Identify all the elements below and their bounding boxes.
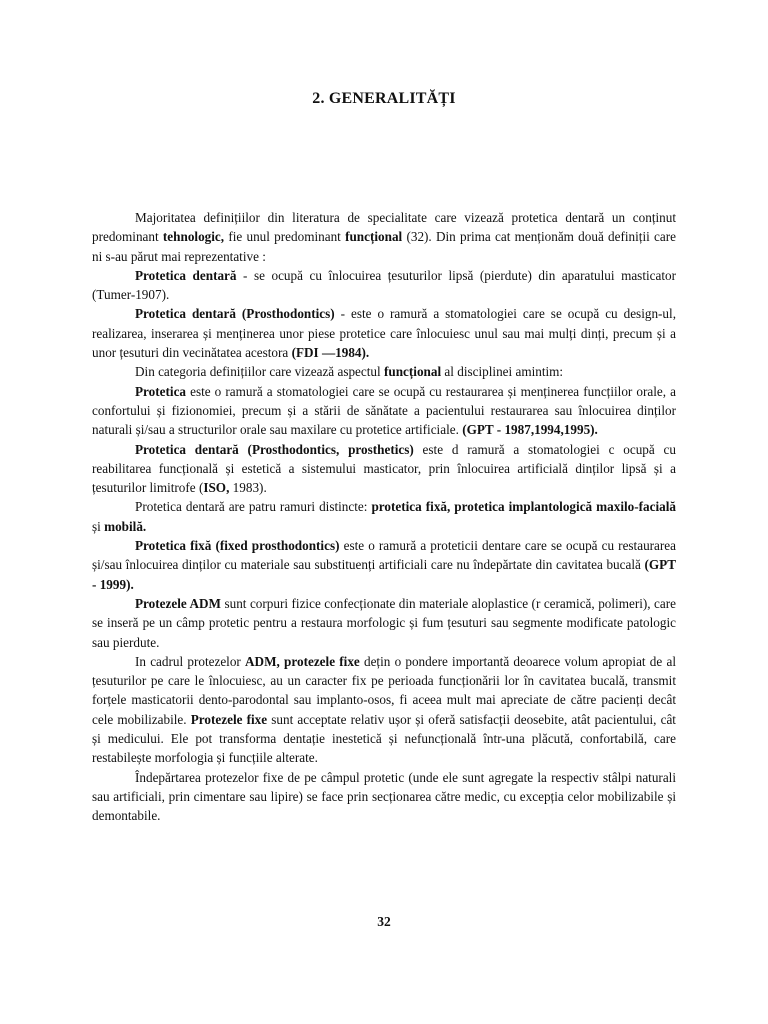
text-run: In cadrul protezelor — [135, 653, 246, 669]
paragraph — [92, 768, 676, 826]
bold-text-run: mobilă. — [104, 518, 147, 534]
paragraph — [92, 594, 676, 652]
paragraph — [92, 497, 676, 536]
bold-text-run: protetica fixă, protetica implantologică maxilo-facială — [371, 499, 676, 515]
bold-text-run: funcțional — [345, 229, 403, 245]
paragraph — [92, 362, 676, 381]
bold-text-run: (GPT - 1999). — [92, 557, 676, 592]
text-run: - se ocupă cu înlocuirea țesuturilor lipsă (pierdute) din aparatului masticator (Tumer-1907). — [92, 267, 676, 303]
text-run: Îndepărtarea protezelor fixe de pe câmpul protetic (unde ele sunt agregate la respectiv stâlpi naturali sau artificiali, prin cimentare sau lipire) se face prin secționarea către medic, cu excepția celor mobilizabile și demontabile. — [92, 769, 676, 824]
bold-text-run: Protetica dentară (Prosthodontics) — [135, 306, 335, 322]
text-run: dețin o pondere importantă deoarece volum apropiat de al țesuturilor pe care le înlocuiesc, au un caracter fix pe perioada funcționării lor în cavitatea bucală, transmit forțele masticatorii dento-parodontal sau implanto-osos, fi aceea mult mai apreciate de către pacienți decât cele mobilizabile. — [92, 653, 676, 727]
paragraph — [92, 382, 676, 440]
text-run: - este o ramură a stomatologiei care se ocupă cu design-ul, realizarea, inserarea și menținerea unor piese protetice care înlocuiesc unul sau mai mulți dinți, precum și a unor țesuturi din vecinătatea acestora — [92, 306, 676, 361]
text-run: 1983). — [229, 480, 267, 496]
text-run: fie unul predominant — [224, 229, 346, 245]
text-run: al disciplinei amintim: — [441, 364, 564, 380]
text-run: (32). Din prima cat menționăm două definiții care ni s-au părut mai reprezentative : — [92, 229, 676, 264]
paragraph — [92, 266, 676, 305]
text-run: Din categoria definițiilor care vizează aspectul — [135, 364, 384, 380]
text-run: Majoritatea definițiilor din literatura de specialitate care vizează protetica dentară un conținut predominant — [92, 210, 676, 245]
body-text — [92, 208, 676, 826]
text-run: este d ramură a stomatologiei c ocupă cu reabilitarea funcțională și estetică a sistemului masticator, prin înlocuirea artificială dinților lipsă și a țesuturilor limitrofe ( — [92, 441, 676, 496]
bold-text-run: tehnologic, — [162, 229, 225, 245]
bold-text-run: funcțional — [383, 364, 442, 380]
bold-text-run: ISO, — [203, 480, 230, 496]
text-run: este o ramură a proteticii dentare care se ocupă cu restaurarea și/sau înlocuirea dinților cu materiale sau substituenți artificiali care nu îndepărtate din cavitatea bucală — [92, 538, 677, 573]
section-title: 2. GENERALITĂȚI — [312, 90, 456, 107]
text-run: sunt corpuri fizice confecționate din materiale aloplastice (r ceramică, polimeri), care se inseră pe un câmp protetic pentru a restaura morfologic și fum țesuturi sau segmente modificate patologic sau pierdute. — [92, 595, 676, 650]
bold-text-run: Protezele ADM — [135, 595, 221, 611]
paragraph — [92, 208, 676, 266]
bold-text-run: Protetica fixă (fixed prosthodontics) — [135, 538, 340, 554]
bold-text-run: Protetica dentară (Prosthodontics, prosthetics) — [135, 441, 414, 457]
bold-text-run: Protetica — [135, 383, 187, 399]
bold-text-run: (GPT - 1987,1994,1995). — [462, 422, 598, 438]
paragraph — [92, 440, 676, 498]
text-run: Protetica dentară are patru ramuri distincte: — [135, 499, 372, 515]
text-run: este o ramură a stomatologiei care se ocupă cu restaurarea și menținerea funcțiilor orale, a confortului și fizionomiei, precum și a stării de sănătate a pacientului restaurarea sau înlocuirea dinților naturali și/sau a structurilor orale sau maxilare cu protetice artificiale. — [92, 383, 676, 438]
page-number: 32 — [377, 914, 391, 929]
paragraph — [92, 652, 676, 768]
text-run: sunt acceptate relativ ușor și oferă satisfacții deosebite, atât pacientului, cât și medicului. Ele pot transforma dentație inestetică și nefuncțională într-una plăcută, confortabilă, care restabilește morfologia și funcțiile alterate. — [92, 711, 676, 766]
text-run: și — [92, 518, 105, 534]
bold-text-run: (FDI —1984). — [291, 345, 370, 361]
bold-text-run: Protetica dentară — [135, 267, 237, 283]
paragraph — [92, 304, 676, 362]
paragraph — [92, 536, 676, 594]
bold-text-run: Protezele fixe — [190, 711, 268, 727]
bold-text-run: ADM, protezele fixe — [245, 653, 360, 669]
